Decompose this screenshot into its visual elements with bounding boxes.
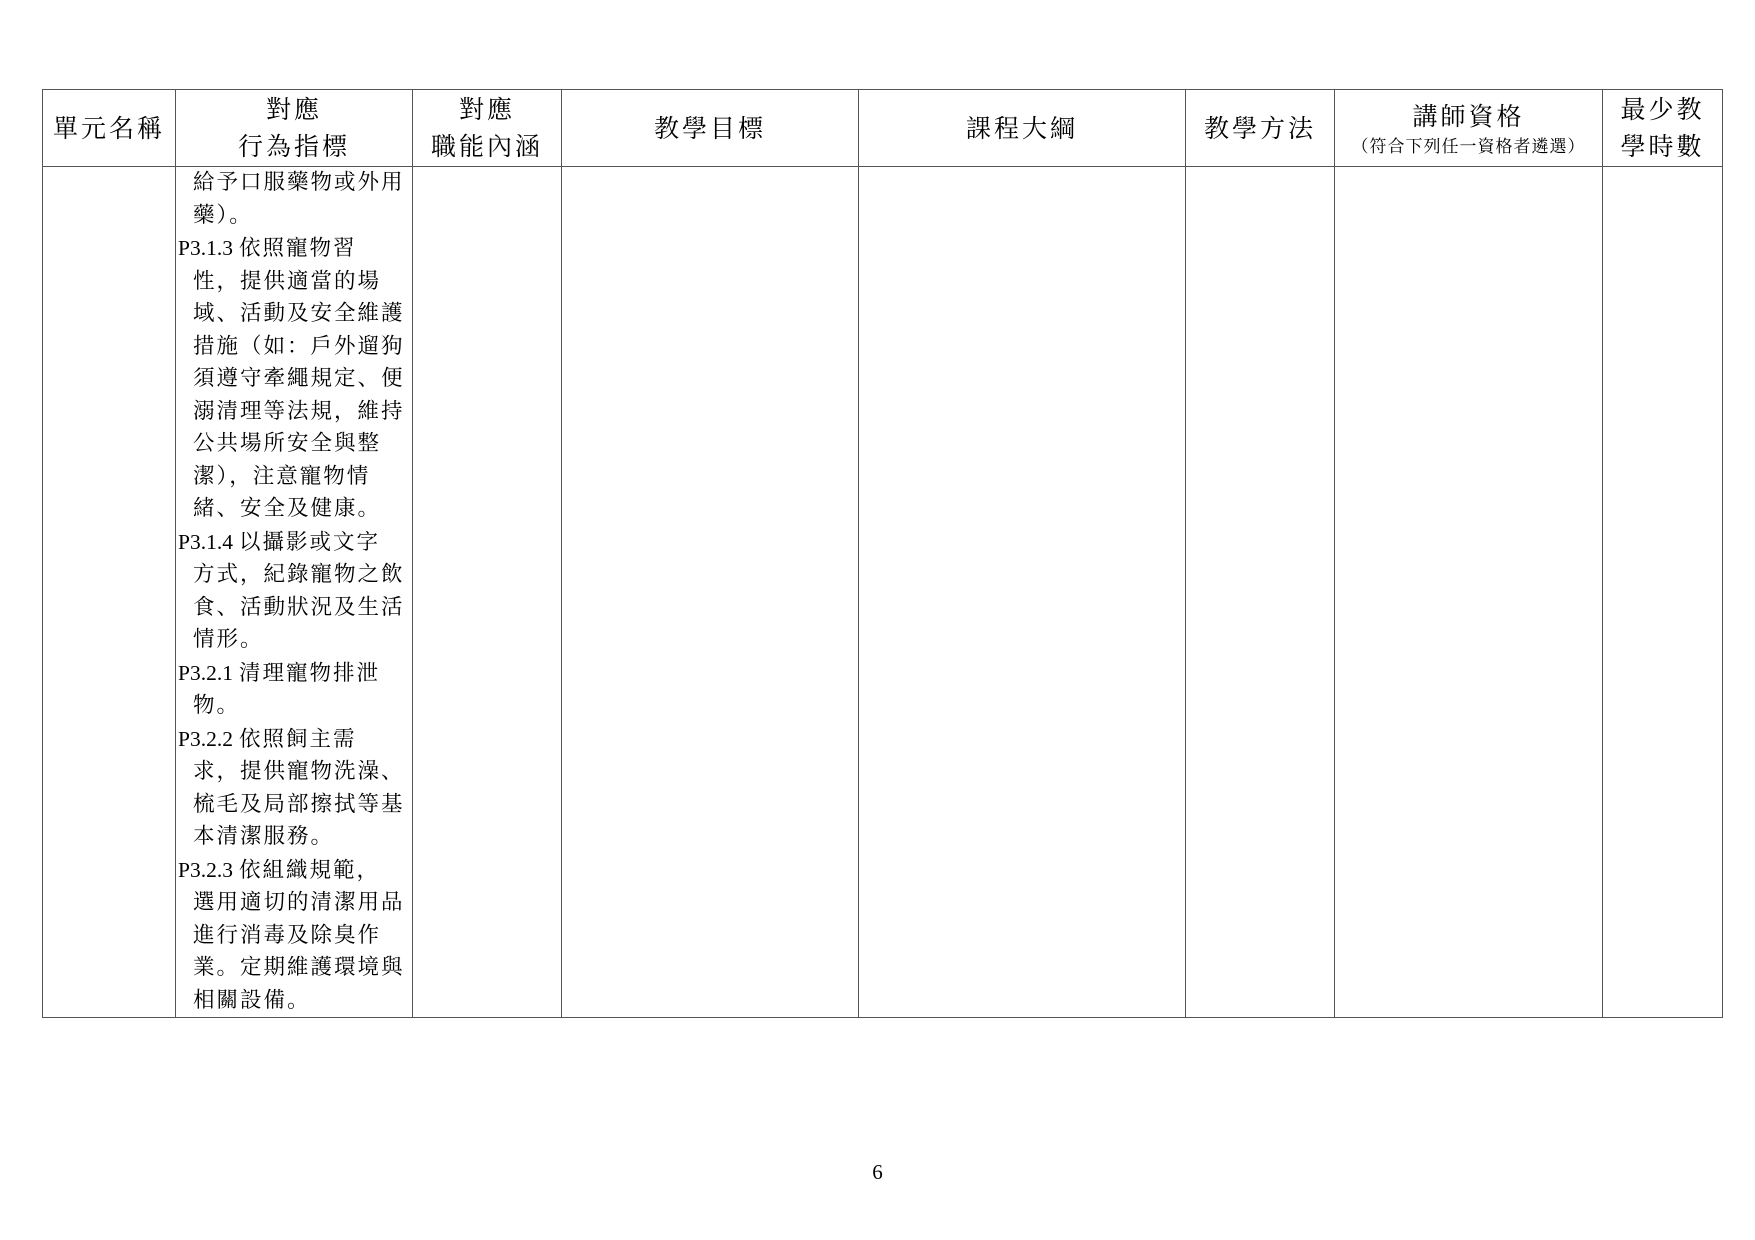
indicator-code: P3.1.4 [178, 529, 233, 554]
indicator-text: 依照寵物習 [238, 236, 357, 261]
cell-minimum-hours [1603, 167, 1723, 1018]
indicator-text: 依組織規範， [238, 857, 380, 883]
behavior-line [176, 493, 412, 526]
indicator-text: 以攝影或文字 [238, 529, 380, 555]
behavior-line [176, 690, 412, 723]
indicator-code: P3.2.2 [178, 726, 233, 751]
indicator-text: 公共場所安全與整 [193, 431, 382, 456]
cell-competency [413, 167, 562, 1018]
behavior-line [176, 428, 412, 461]
behavior-line [176, 526, 412, 560]
table-row [43, 167, 1723, 1018]
behavior-line [176, 756, 412, 789]
indicator-text: 域、活動及安全維護 [193, 301, 405, 326]
indicator-text: 方式，紀錄寵物之飲 [193, 562, 405, 587]
course-table [42, 89, 1723, 1018]
indicator-text: 性，提供適當的場 [193, 268, 382, 294]
indicator-text: 清理寵物排泄 [238, 660, 380, 686]
behavior-line [176, 592, 412, 625]
header-minimum-hours: 最少教 學時數 [1603, 90, 1723, 167]
behavior-line [176, 887, 412, 920]
header-behavior-indicator: 對應 行為指標 [176, 90, 413, 167]
indicator-text: 情形。 [193, 627, 264, 652]
indicator-text: 求，提供寵物洗澡、 [193, 759, 405, 784]
behavior-line [176, 266, 412, 299]
behavior-line [176, 200, 412, 233]
indicator-text: 食、活動狀況及生活 [193, 594, 405, 620]
indicator-text: 梳毛及局部擦拭等基 [193, 791, 405, 817]
indicator-code: P3.2.1 [178, 660, 233, 685]
behavior-line [176, 461, 412, 494]
indicator-text: 溺清理等法規，維持 [193, 398, 405, 424]
indicator-text: 依照飼主需 [238, 726, 357, 752]
cell-teaching-method [1186, 167, 1335, 1018]
behavior-line [176, 920, 412, 953]
indicator-text: 本清潔服務。 [193, 824, 335, 849]
behavior-line [176, 854, 412, 888]
behavior-line [176, 821, 412, 854]
indicator-text: 措施（如：戶外遛狗 [193, 333, 405, 359]
cell-teaching-objective [562, 167, 859, 1018]
page-number: 6 [872, 1160, 883, 1184]
behavior-line [176, 624, 412, 657]
behavior-line [176, 331, 412, 364]
behavior-line [176, 723, 412, 757]
header-row [43, 90, 1723, 167]
behavior-line [176, 789, 412, 822]
header-instructor-qualification: 講師資格 （符合下列任一資格者遴選） [1335, 90, 1603, 167]
cell-instructor-qualification [1335, 167, 1603, 1018]
header-competency: 對應 職能內涵 [413, 90, 562, 167]
indicator-text: 業。定期維護環境與 [193, 955, 405, 980]
indicator-text: 進行消毒及除臭作 [193, 922, 382, 948]
header-unit-name: 單元名稱 [43, 90, 176, 167]
header-course-outline: 課程大綱 [859, 90, 1186, 167]
behavior-line [176, 298, 412, 331]
indicator-text: 須遵守牽繩規定、便 [193, 366, 405, 391]
indicator-code: P3.2.3 [178, 857, 233, 882]
header-teaching-objective: 教學目標 [562, 90, 859, 167]
cell-unit-name [43, 167, 176, 1018]
behavior-line [176, 985, 412, 1018]
behavior-line [176, 363, 412, 396]
indicator-text: 藥）。 [193, 202, 253, 228]
indicator-text: 相關設備。 [193, 987, 311, 1013]
indicator-text: 選用適切的清潔用品 [193, 890, 405, 915]
behavior-line [176, 396, 412, 429]
behavior-line [176, 559, 412, 592]
indicator-text: 潔），注意寵物情 [193, 463, 371, 489]
behavior-line [176, 657, 412, 691]
indicator-text: 給予口服藥物或外用 [193, 170, 405, 195]
indicator-code: P3.1.3 [178, 236, 233, 260]
behavior-line [176, 232, 412, 266]
behavior-line [176, 167, 412, 200]
cell-behavior-indicators [176, 167, 413, 1018]
cell-course-outline [859, 167, 1186, 1018]
behavior-line [176, 952, 412, 985]
indicator-text: 物。 [193, 693, 241, 718]
indicator-text: 緒、安全及健康。 [193, 496, 382, 521]
header-teaching-method: 教學方法 [1186, 90, 1335, 167]
